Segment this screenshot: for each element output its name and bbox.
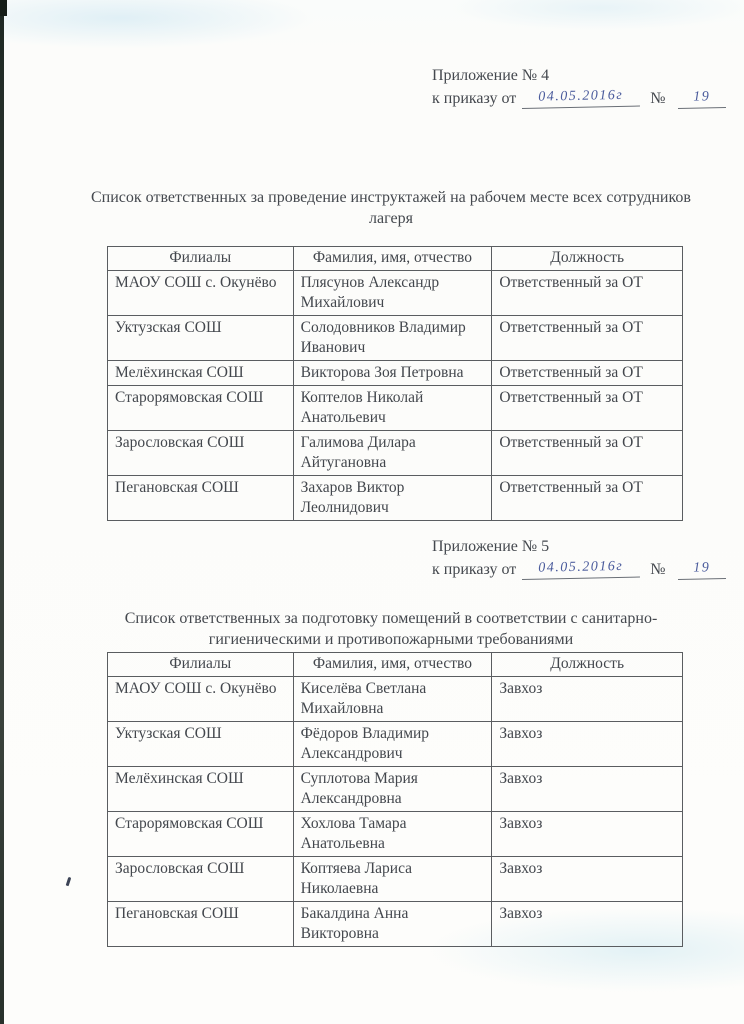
table-cell: Уктузская СОШ [108,316,294,361]
table-cell: Завхоз [492,677,683,722]
table-cell: МАОУ СОШ с. Окунёво [108,677,294,722]
order-prefix: к приказу от [432,90,517,107]
table-cell: Зарословская СОШ [108,857,294,902]
table-row [108,677,683,722]
table-header-row [108,653,683,677]
table-cell: Завхоз [492,812,683,857]
handwritten-order-number: 19 [677,86,725,109]
table-cell: Ответственный за ОТ [492,271,683,316]
appendix-5-label: Приложение № 5 [432,538,550,555]
table-cell: Плясунов Александр Михайлович [293,271,492,316]
table-cell: Ответственный за ОТ [492,316,683,361]
appendix-5-order-line [432,558,732,580]
table-cell: Бакалдина Анна Викторовна [293,902,492,947]
table-cell: Ответственный за ОТ [492,476,683,521]
table-cell: Завхоз [492,722,683,767]
table-cell: Ответственный за ОТ [492,431,683,476]
pen-mark-artifact [66,877,72,886]
table-header-cell: Филиалы [108,653,294,677]
table-row [108,316,683,361]
table-cell: Старорямовская СОШ [108,386,294,431]
table-header-cell: Должность [492,653,683,677]
table-header-cell: Филиалы [108,247,294,271]
table-cell: Викторова Зоя Петровна [293,361,492,386]
table-header-cell: Фамилия, имя, отчество [293,247,492,271]
table-cell: Завхоз [492,767,683,812]
responsible-instruction-table [107,246,683,521]
table-row [108,386,683,431]
appendix-4-title: Список ответственных за проведение инструктажей на рабочем месте всех сотрудников лагеря [91,189,691,227]
table-cell: Киселёва Светлана Михайловна [293,677,492,722]
table-cell: Фёдоров Владимир Александрович [293,722,492,767]
table-cell: Мелёхинская СОШ [108,361,294,386]
table-cell: Завхоз [492,857,683,902]
appendix-4-order-line [432,87,732,109]
appendix-5-title: Список ответственных за подготовку помещений в соответствии с санитарно-гигиеническими и противопожарными требованиями [124,610,658,648]
scan-corner-artifact [0,0,7,16]
table-row [108,476,683,521]
order-prefix: к приказу от [432,561,517,578]
appendix-5-header [432,536,732,580]
appendix-4-header [432,65,732,109]
table-row [108,271,683,316]
room-preparation-table [107,652,683,947]
handwritten-order-date: 04.05.2016г [522,556,640,580]
table-row [108,431,683,476]
table-row [108,902,683,947]
table-row [108,767,683,812]
table-cell: Уктузская СОШ [108,722,294,767]
handwritten-order-number: 19 [677,557,725,580]
table-cell: Старорямовская СОШ [108,812,294,857]
table-header-row [108,247,683,271]
table-cell: Солодовников Владимир Иванович [293,316,492,361]
table-cell: Мелёхинская СОШ [108,767,294,812]
table-cell: Завхоз [492,902,683,947]
table-cell: Пегановская СОШ [108,902,294,947]
table-cell: Коптяева Лариса Николаевна [293,857,492,902]
number-sign: № [650,561,666,578]
scan-edge-artifact [0,0,4,1024]
table-cell: Зарословская СОШ [108,431,294,476]
table-cell: Пегановская СОШ [108,476,294,521]
table-cell: МАОУ СОШ с. Окунёво [108,271,294,316]
table-row [108,722,683,767]
table-cell: Хохлова Тамара Анатольевна [293,812,492,857]
number-sign: № [650,90,666,107]
table-cell: Ответственный за ОТ [492,361,683,386]
appendix-4-label: Приложение № 4 [432,67,550,84]
handwritten-order-date: 04.05.2016г [522,85,640,109]
table-cell: Захаров Виктор Леолнидович [293,476,492,521]
table-cell: Суплотова Мария Александровна [293,767,492,812]
table-row [108,361,683,386]
table-cell: Коптелов Николай Анатольевич [293,386,492,431]
table-row [108,812,683,857]
table-cell: Галимова Дилара Айтугановна [293,431,492,476]
table-header-cell: Фамилия, имя, отчество [293,653,492,677]
table-row [108,857,683,902]
table-header-cell: Должность [492,247,683,271]
table-cell: Ответственный за ОТ [492,386,683,431]
